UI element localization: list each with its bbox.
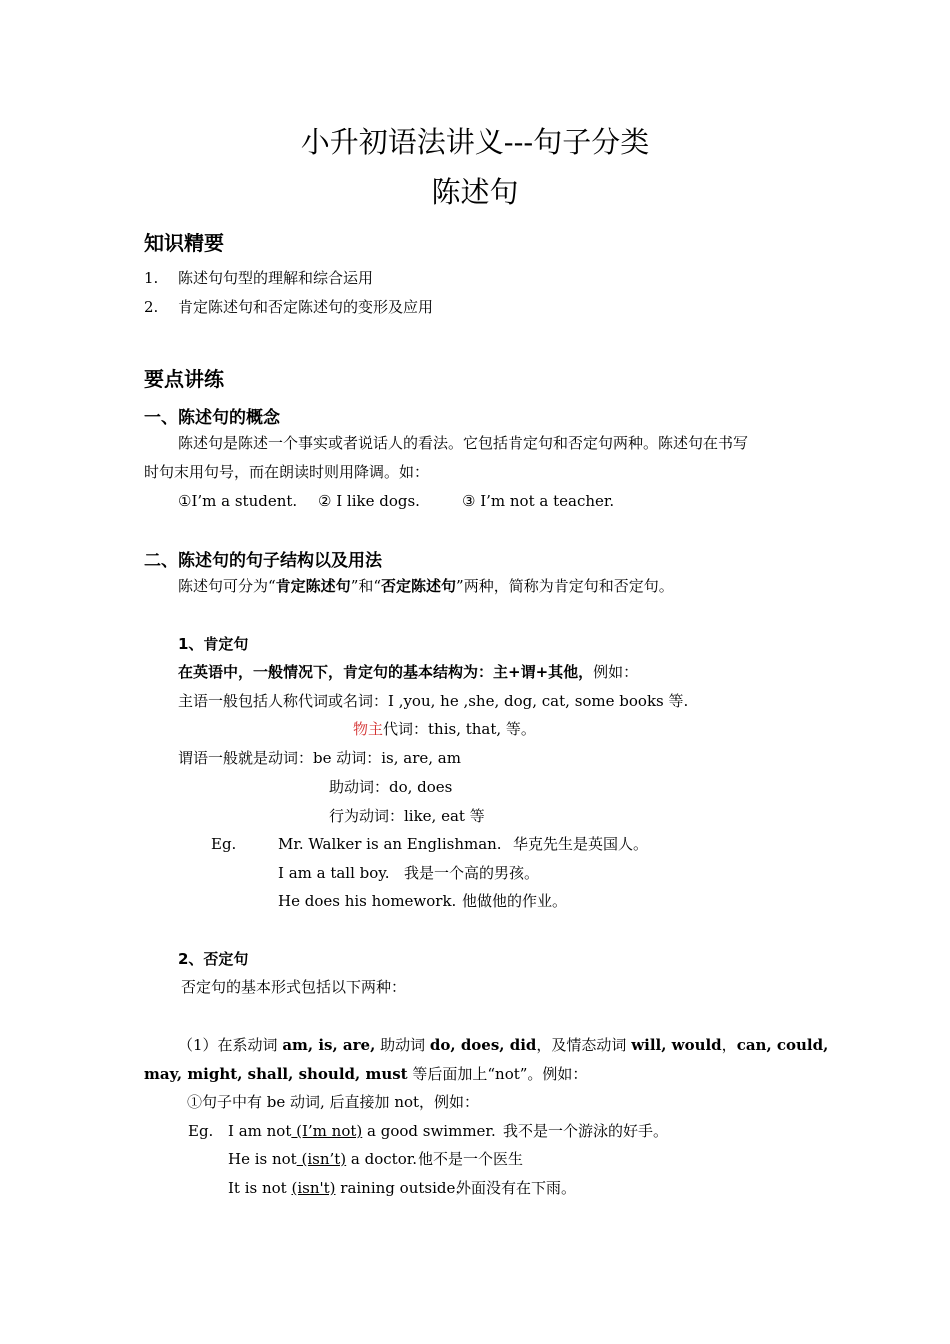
possessive-line: 物主代词：this, that, 等。 — [353, 720, 536, 738]
section1-heading: 一、陈述句的概念 — [144, 408, 280, 428]
negative-heading: 2、否定句 — [178, 950, 249, 968]
negative-example-english: It is not (isn't) raining outside. — [228, 1179, 461, 1197]
knowledge-item-num: 2. — [144, 298, 159, 316]
action-verb-line: 行为动词：like, eat 等 — [329, 807, 485, 825]
example-english: He does his homework. — [278, 892, 457, 910]
example-sentence: ③ I’m not a teacher. — [462, 492, 615, 510]
section1-para-line2: 时句末用句号，而在朗读时则用降调。如： — [144, 463, 430, 481]
affirmative-heading: 1、肯定句 — [178, 635, 249, 653]
affirmative-rule: 在英语中，一般情况下，肯定句的基本结构为：主+谓+其他，例如： — [178, 663, 639, 681]
knowledge-item: 陈述句句型的理解和综合运用 — [178, 269, 374, 287]
knowledge-item: 肯定陈述句和否定陈述句的变形及应用 — [178, 298, 434, 316]
predicate-line: 谓语一般就是动词：be 动词：is, are, am — [178, 749, 461, 767]
negative-example-chinese: 他不是一个医生 — [418, 1150, 524, 1168]
negative-example-english: He is not (isn’t) a doctor. — [228, 1150, 418, 1168]
section2-intro: 陈述句可分为“肯定陈述句”和“否定陈述句”两种，简称为肯定句和否定句。 — [178, 577, 674, 595]
negative-example-chinese: 外面没有在下雨。 — [456, 1179, 577, 1197]
negative-rule1-line2: may, might, shall, should, must 等后面加上“not”。例如： — [144, 1065, 588, 1083]
eg-label: Eg. — [188, 1122, 214, 1140]
example-sentence: ② I like dogs. — [318, 492, 420, 510]
page-title: 小升初语法讲义---句子分类 — [300, 125, 650, 159]
section2-heading: 二、陈述句的句子结构以及用法 — [144, 551, 382, 571]
knowledge-heading: 知识精要 — [144, 231, 224, 255]
section1-para-line1: 陈述句是陈述一个事实或者说话人的看法。它包括肯定句和否定句两种。陈述句在书写 — [178, 434, 749, 452]
page-subtitle: 陈述句 — [431, 175, 519, 209]
subject-line: 主语一般包括人称代词或名词：I ,you, he ,she, dog, cat, some books 等. — [178, 692, 689, 710]
eg-label: Eg. — [211, 835, 237, 853]
example-sentence: ①I’m a student. — [178, 492, 298, 510]
example-chinese: 我是一个高的男孩。 — [404, 864, 540, 882]
negative-example-english: I am not (I’m not) a good swimmer. — [228, 1122, 496, 1140]
example-english: Mr. Walker is an Englishman. — [278, 835, 502, 853]
negative-example-chinese: 我不是一个游泳的好手。 — [503, 1122, 669, 1140]
auxiliary-line: 助动词：do, does — [329, 778, 453, 796]
example-english: I am a tall boy. — [278, 864, 390, 882]
negative-sub1: ①句子中有 be 动词, 后直接加 not，例如： — [187, 1093, 480, 1111]
negative-rule1-line1: （1）在系动词 am, is, are, 助动词 do, does, did，及情态动词 will, would，can, could, — [178, 1036, 829, 1054]
negative-intro: 否定句的基本形式包括以下两种： — [181, 978, 407, 996]
knowledge-item-num: 1. — [144, 269, 159, 287]
example-chinese: 他做他的作业。 — [462, 892, 568, 910]
points-heading: 要点讲练 — [144, 367, 224, 391]
example-chinese: 华克先生是英国人。 — [513, 835, 649, 853]
